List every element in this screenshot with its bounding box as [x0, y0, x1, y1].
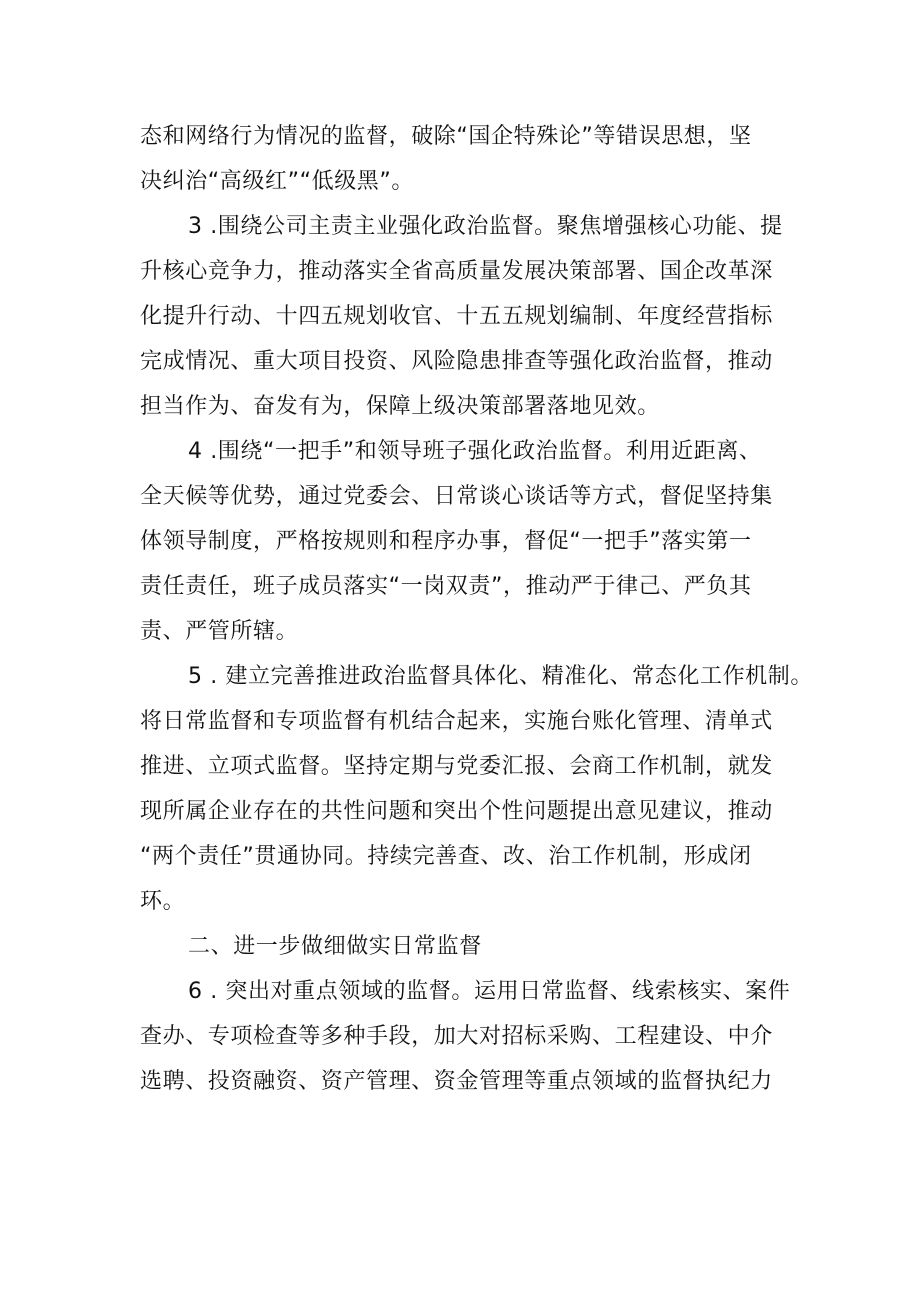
paragraph-line: 查办、专项检查等多种手段，加大对招标采购、工程建设、中介 [140, 1024, 773, 1049]
paragraph-line: 责、严管所辖。 [140, 619, 299, 644]
paragraph-line: 6 . 突出对重点领域的监督。运用日常监督、线索核实、案件 [188, 979, 791, 1004]
paragraph-line: 化提升行动、十四五规划收官、十五五规划编制、年度经营指标 [140, 304, 773, 329]
document-body [140, 114, 813, 1104]
paragraph-line: 态和网络行为情况的监督，破除“国企特殊论”等错误思想，坚 [140, 124, 752, 149]
paragraph-line: 5 . 建立完善推进政治监督具体化、精准化、常态化工作机制。 [188, 664, 813, 689]
paragraph-line: 选聘、投资融资、资产管理、资金管理等重点领域的监督执纪力 [140, 1069, 773, 1094]
paragraph-line: 现所属企业存在的共性问题和突出个性问题提出意见建议，推动 [140, 799, 773, 824]
paragraph-line: 完成情况、重大项目投资、风险隐患排查等强化政治监督，推动 [140, 349, 773, 374]
paragraph-line: 升核心竞争力，推动落实全省高质量发展决策部署、国企改革深 [140, 259, 773, 284]
paragraph-line: “两个责任”贯通协同。持续完善查、改、治工作机制，形成闭 [140, 844, 752, 869]
paragraph-line: 4 .围绕“一把手”和领导班子强化政治监督。利用近距离、 [188, 439, 762, 464]
paragraph-line: 环。 [140, 889, 186, 914]
paragraph-line: 责任责任，班子成员落实“一岗双责”，推动严于律己、严负其 [140, 574, 752, 599]
paragraph-line: 担当作为、奋发有为，保障上级决策部署落地见效。 [140, 394, 660, 419]
section-heading: 二、进一步做细做实日常监督 [188, 934, 482, 959]
paragraph-line: 全天候等优势，通过党委会、日常谈心谈话等方式，督促坚持集 [140, 484, 773, 509]
paragraph-line: 将日常监督和专项监督有机结合起来，实施台账化管理、清单式 [140, 709, 773, 734]
paragraph-line: 3 .围绕公司主责主业强化政治监督。聚焦增强核心功能、提 [188, 214, 783, 239]
paragraph-line: 体领导制度，严格按规则和程序办事，督促“一把手”落实第一 [140, 529, 752, 554]
paragraph-line: 决纠治“高级红”“低级黑”。 [140, 169, 414, 194]
paragraph-line: 推进、立项式监督。坚持定期与党委汇报、会商工作机制，就发 [140, 754, 773, 779]
